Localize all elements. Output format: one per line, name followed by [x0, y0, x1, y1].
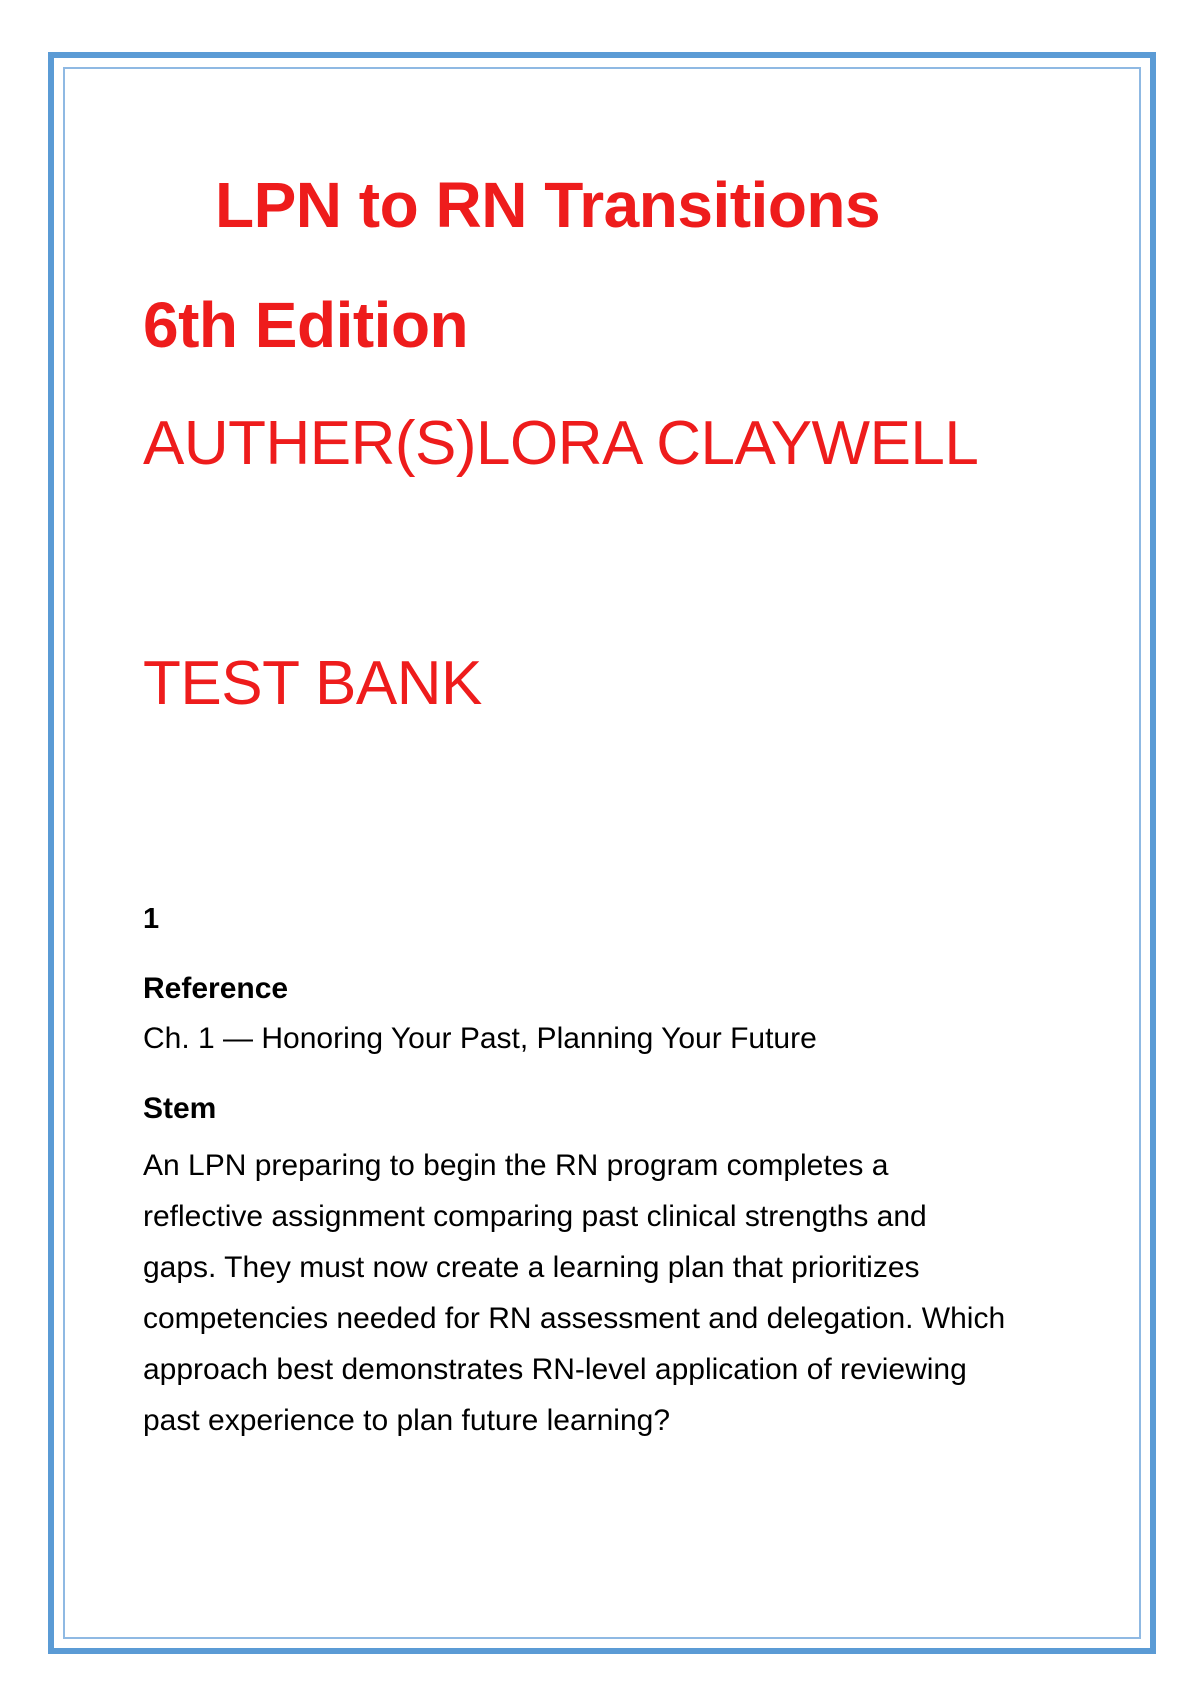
stem-line: gaps. They must now create a learning plan that prioritizes: [143, 1251, 920, 1284]
edition-label: 6th Edition: [143, 289, 469, 361]
test-bank-heading: TEST BANK: [143, 649, 482, 718]
reference-label: Reference: [143, 972, 289, 1005]
stem-line: competencies needed for RN assessment and delegation. Which: [143, 1302, 1006, 1335]
author-label: AUTHER(S)LORA CLAYWELL: [143, 409, 979, 478]
document-title: LPN to RN Transitions: [215, 169, 881, 241]
stem-text: [143, 1140, 1083, 1446]
stem-line: An LPN preparing to begin the RN program completes a: [143, 1149, 889, 1182]
stem-line: reflective assignment comparing past clinical strengths and: [143, 1200, 927, 1233]
stem-label: Stem: [143, 1092, 217, 1125]
stem-line: approach best demonstrates RN-level application of reviewing: [143, 1353, 967, 1386]
stem-line: past experience to plan future learning?: [143, 1404, 671, 1437]
reference-text: Ch. 1 — Honoring Your Past, Planning Your Future: [143, 1022, 817, 1055]
question-number: 1: [143, 903, 160, 935]
